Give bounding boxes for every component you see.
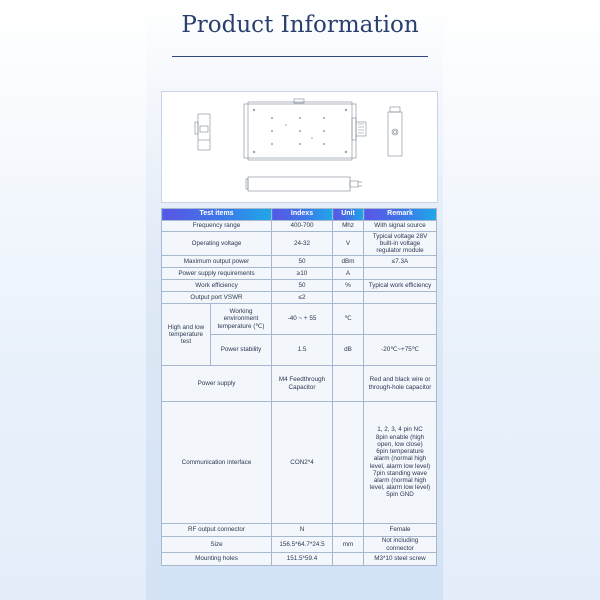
unit-cell	[333, 553, 364, 566]
unit-cell: A	[333, 268, 364, 280]
index-cell: 1.5	[272, 335, 333, 366]
table-row	[162, 366, 437, 402]
page-title: Product Information	[181, 12, 419, 38]
index-cell: CON2*4	[272, 402, 333, 524]
sub-item-cell: Power stability	[211, 335, 272, 366]
unit-cell: V	[333, 232, 364, 256]
product-technical-drawing	[161, 91, 438, 203]
item-cell: Communication interface	[162, 402, 272, 524]
remark-cell: -20℃~+75℃	[364, 335, 437, 366]
index-cell: 156.5*64.7*24.5	[272, 537, 333, 553]
index-cell: N	[272, 524, 333, 537]
index-cell: M4 Feedthrough Capacitor	[272, 366, 333, 402]
unit-cell	[333, 524, 364, 537]
table-row	[162, 268, 437, 280]
header-test-items: Test items	[162, 209, 272, 221]
remark-cell: M3*10 steel screw	[364, 553, 437, 566]
index-cell: 24-32	[272, 232, 333, 256]
index-cell: -40 ~ + 55	[272, 304, 333, 335]
index-cell: 50	[272, 280, 333, 292]
index-cell: 151.5*59.4	[272, 553, 333, 566]
unit-cell: ℃	[333, 304, 364, 335]
index-cell: ≤2	[272, 292, 333, 304]
unit-cell: Mhz	[333, 221, 364, 232]
header-unit: Unit	[333, 209, 364, 221]
table-header-row	[162, 209, 437, 221]
title-underline	[172, 56, 428, 57]
header-indexs: Indexs	[272, 209, 333, 221]
table-row	[162, 256, 437, 268]
table-row	[162, 553, 437, 566]
index-cell: 400-700	[272, 221, 333, 232]
item-cell: Work efficiency	[162, 280, 272, 292]
index-cell: ≥10	[272, 268, 333, 280]
unit-cell: dBm	[333, 256, 364, 268]
front-view-right	[388, 112, 402, 156]
table-row	[162, 232, 437, 256]
item-cell: Mounting holes	[162, 553, 272, 566]
remark-cell: 1, 2, 3, 4 pin NC 8pin enable (high open, low close) 6pin temperature alarm (normal high level, alarm low level) 7pin standing wave alarm (normal high level, alarm low level) 5pin GND	[364, 402, 437, 524]
index-cell: 50	[272, 256, 333, 268]
table-row	[162, 280, 437, 292]
remark-cell: ≤7.3A	[364, 256, 437, 268]
item-cell: High and low temperature test	[162, 304, 211, 366]
item-cell: Frequency range	[162, 221, 272, 232]
remark-cell: Not including connector	[364, 537, 437, 553]
sub-item-cell: Working environment temperature (℃)	[211, 304, 272, 335]
unit-cell	[333, 402, 364, 524]
remark-cell	[364, 292, 437, 304]
table-row	[162, 304, 437, 335]
item-cell: Output port VSWR	[162, 292, 272, 304]
remark-cell: With signal source	[364, 221, 437, 232]
table-row	[162, 221, 437, 232]
remark-cell	[364, 304, 437, 335]
remark-cell: Typical voltage 28V built-in voltage regulator module	[364, 232, 437, 256]
table-row	[162, 537, 437, 553]
item-cell: Operating voltage	[162, 232, 272, 256]
remark-cell: Red and black wire or through-hole capacitor	[364, 366, 437, 402]
unit-cell: dB	[333, 335, 364, 366]
item-cell: Power supply	[162, 366, 272, 402]
technical-drawing-svg	[162, 92, 437, 202]
table-row	[162, 524, 437, 537]
bottom-side-view	[248, 177, 350, 191]
remark-cell: Typical work efficiency	[364, 280, 437, 292]
remark-cell	[364, 268, 437, 280]
remark-cell: Female	[364, 524, 437, 537]
header-remark: Remark	[364, 209, 437, 221]
unit-cell: mm	[333, 537, 364, 553]
item-cell: RF output connector	[162, 524, 272, 537]
table-row	[162, 402, 437, 524]
item-cell: Power supply requirements	[162, 268, 272, 280]
spec-table	[161, 208, 437, 566]
unit-cell: %	[333, 280, 364, 292]
item-cell: Maximum output power	[162, 256, 272, 268]
unit-cell	[333, 292, 364, 304]
unit-cell	[333, 366, 364, 402]
table-row	[162, 292, 437, 304]
item-cell: Size	[162, 537, 272, 553]
